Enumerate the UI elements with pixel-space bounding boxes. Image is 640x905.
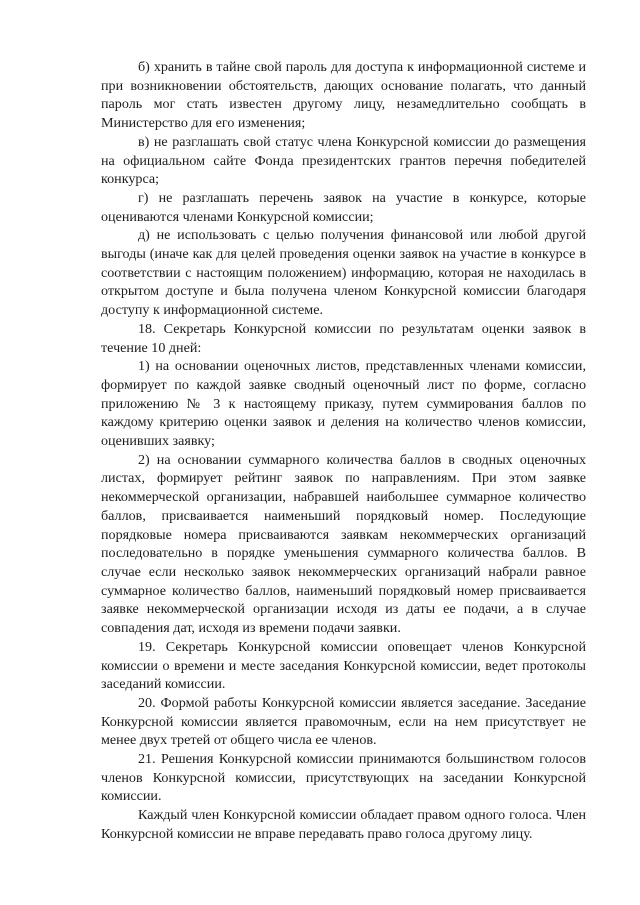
- paragraph-clause-18-2: 2) на основании суммарного количества баллов в сводных оценочных листах, формирует рейтинг заявок по направлениям. При этом заявке некоммерческой организации, набравшей наибольшее суммарное количество баллов, присваивается наименьший порядковый номер. Последующие порядковые номера присваиваются заявкам некоммерческих организаций последовательно в порядке уменьшения суммарного количества баллов. В случае если несколько заявок некоммерческих организаций набрали равное суммарное количество баллов, наименьший порядковый номер присваивается заявке некоммерческой организации исходя из даты ее подачи, а в случае совпадения дат, исходя из времени подачи заявки.: [101, 451, 586, 637]
- paragraph-item-b: б) хранить в тайне свой пароль для доступа к информационной системе и при возникновении обстоятельств, дающих основание полагать, что данный пароль мог стать известен другому лицу, незамедлительно сообщать в Министерство для его изменения;: [101, 59, 586, 132]
- paragraph-clause-18-1: 1) на основании оценочных листов, представленных членами комиссии, формирует по каждой заявке сводный оценочный лист по форме, согласно приложению № 3 к настоящему приказу, путем суммирования баллов по каждому критерию оценки заявок и деления на количество членов комиссии, оценивших заявку;: [101, 358, 586, 450]
- document-page: [101, 58, 586, 844]
- paragraph-item-d: д) не использовать с целью получения финансовой или любой другой выгоды (иначе как для целей проведения оценки заявок на участие в конкурсе в соответствии с настоящим положением) информацию, которая не находилась в открытом доступе и была получена членом Конкурсной комиссии благодаря доступу к информационной системе.: [101, 227, 586, 319]
- paragraph-clause-19: 19. Секретарь Конкурсной комиссии оповещает членов Конкурсной комиссии о времени и месте заседания Конкурсной комиссии, ведет протоколы заседаний комиссии.: [101, 638, 586, 693]
- paragraph-clause-20: 20. Формой работы Конкурсной комиссии является заседание. Заседание Конкурсной комиссии является правомочным, если на нем присутствует не менее двух третей от общего числа ее членов.: [101, 694, 586, 749]
- paragraph-clause-18: 18. Секретарь Конкурсной комиссии по результатам оценки заявок в течение 10 дней:: [101, 320, 586, 356]
- paragraph-item-g: г) не разглашать перечень заявок на участие в конкурсе, которые оцениваются членами Конкурсной комиссии;: [101, 189, 586, 225]
- paragraph-voting-rights: Каждый член Конкурсной комиссии обладает правом одного голоса. Член Конкурсной комиссии не вправе передавать право голоса другому лицу.: [101, 807, 586, 842]
- paragraph-clause-21: 21. Решения Конкурсной комиссии принимаются большинством голосов членов Конкурсной комиссии, присутствующих на заседании Конкурсной комиссии.: [101, 751, 586, 805]
- paragraph-item-v: в) не разглашать свой статус члена Конкурсной комиссии до размещения на официальном сайте Фонда президентских грантов перечня победителей конкурса;: [101, 133, 586, 188]
